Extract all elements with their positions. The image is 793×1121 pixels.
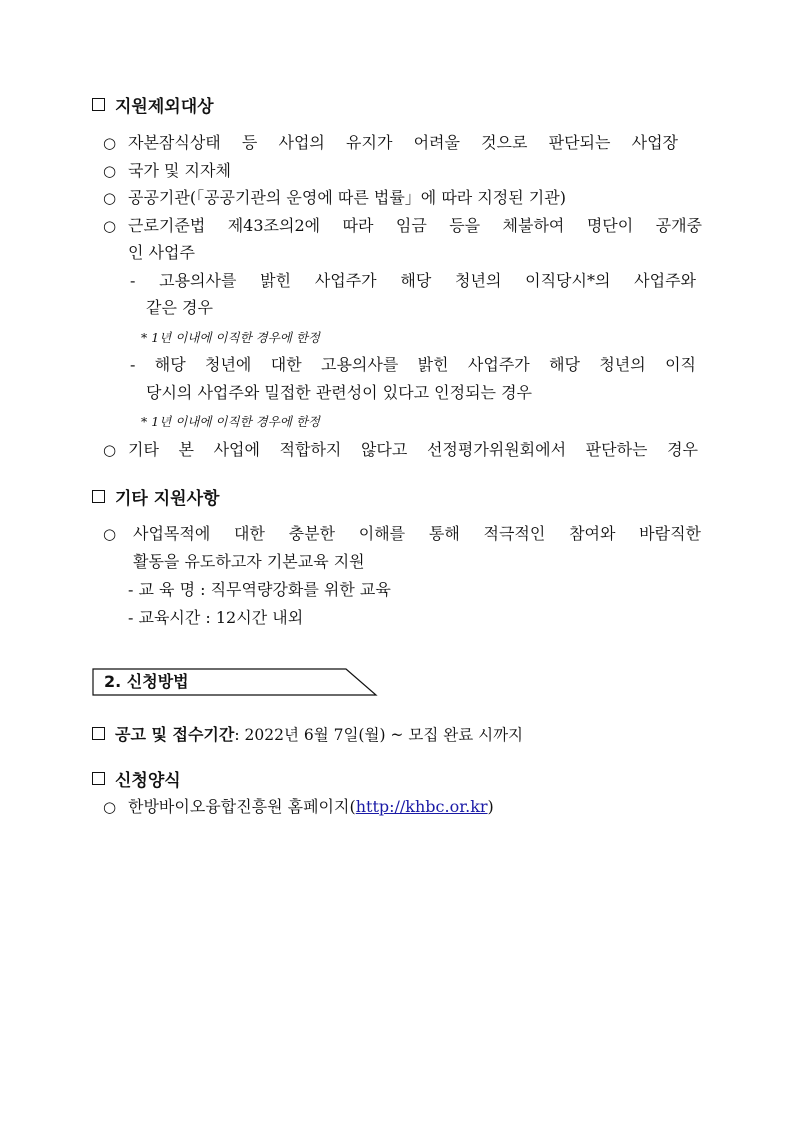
footnote: * 1년 이내에 이직한 경우에 한정 xyxy=(141,414,320,429)
checkbox-square-icon xyxy=(92,727,105,740)
section-heading-period xyxy=(92,722,523,745)
list-item: 국가 및 지자체 xyxy=(128,161,231,180)
checkbox-square-icon xyxy=(92,98,105,111)
bullet-icon: ○ xyxy=(103,798,117,816)
list-item: 공공기관(「공공기관의 운영에 따른 법률」에 따라 지정된 기관) xyxy=(128,188,566,207)
bullet-icon: ○ xyxy=(103,134,117,152)
section-title: 지원제외대상 xyxy=(115,97,214,117)
sub-item-continuation: 당시의 사업주와 밀접한 관련성이 있다고 인정되는 경우 xyxy=(146,383,533,402)
sub-item-continuation: 같은 경우 xyxy=(146,298,213,317)
sub-item: - 해당 청년에 대한 고용의사를 밝힌 사업주가 해당 청년의 이직 xyxy=(130,355,696,374)
section-title: 기타 지원사항 xyxy=(115,489,220,509)
list-item-continuation: 활동을 유도하고자 기본교육 지원 xyxy=(133,552,365,571)
form-close: ) xyxy=(487,797,494,816)
section-heading-exclusion xyxy=(92,92,214,117)
period-title: 공고 및 접수기간 xyxy=(115,725,235,744)
section-heading-other xyxy=(92,484,219,509)
sub-item: - 교육시간 : 12시간 내외 xyxy=(128,608,304,627)
form-text: 한방바이오융합진흥원 홈페이지( xyxy=(128,797,356,816)
period-value: : 2022년 6월 7일(월) ~ 모집 완료 시까지 xyxy=(234,725,524,744)
list-item: 근로기준법 제43조의2에 따라 임금 등을 체불하여 명단이 공개중 xyxy=(128,216,702,235)
section-tab-method xyxy=(92,668,378,696)
list-item: 기타 본 사업에 적합하지 않다고 선정평가위원회에서 판단하는 경우 xyxy=(128,440,698,459)
bullet-icon: ○ xyxy=(103,441,117,459)
checkbox-square-icon xyxy=(92,772,105,785)
list-item-continuation: 인 사업주 xyxy=(128,243,195,262)
list-item: 사업목적에 대한 충분한 이해를 통해 적극적인 참여와 바람직한 xyxy=(133,524,701,543)
sub-item: - 고용의사를 밝힌 사업주가 해당 청년의 이직당시*의 사업주와 xyxy=(130,271,696,290)
bullet-icon: ○ xyxy=(103,525,117,543)
homepage-link[interactable]: http://khbc.or.kr xyxy=(355,797,488,816)
bullet-icon: ○ xyxy=(103,189,117,207)
checkbox-square-icon xyxy=(92,490,105,503)
bullet-icon: ○ xyxy=(103,162,117,180)
sub-item: - 교 육 명 : 직무역량강화를 위한 교육 xyxy=(128,580,391,599)
section-heading-form xyxy=(92,766,181,791)
form-line xyxy=(128,797,494,817)
section-title: 신청양식 xyxy=(115,771,181,791)
list-item: 자본잠식상태 등 사업의 유지가 어려울 것으로 판단되는 사업장 xyxy=(128,133,678,152)
section-tab-label: 2. 신청방법 xyxy=(104,672,189,691)
bullet-icon: ○ xyxy=(103,217,117,235)
footnote: * 1년 이내에 이직한 경우에 한정 xyxy=(141,330,320,345)
